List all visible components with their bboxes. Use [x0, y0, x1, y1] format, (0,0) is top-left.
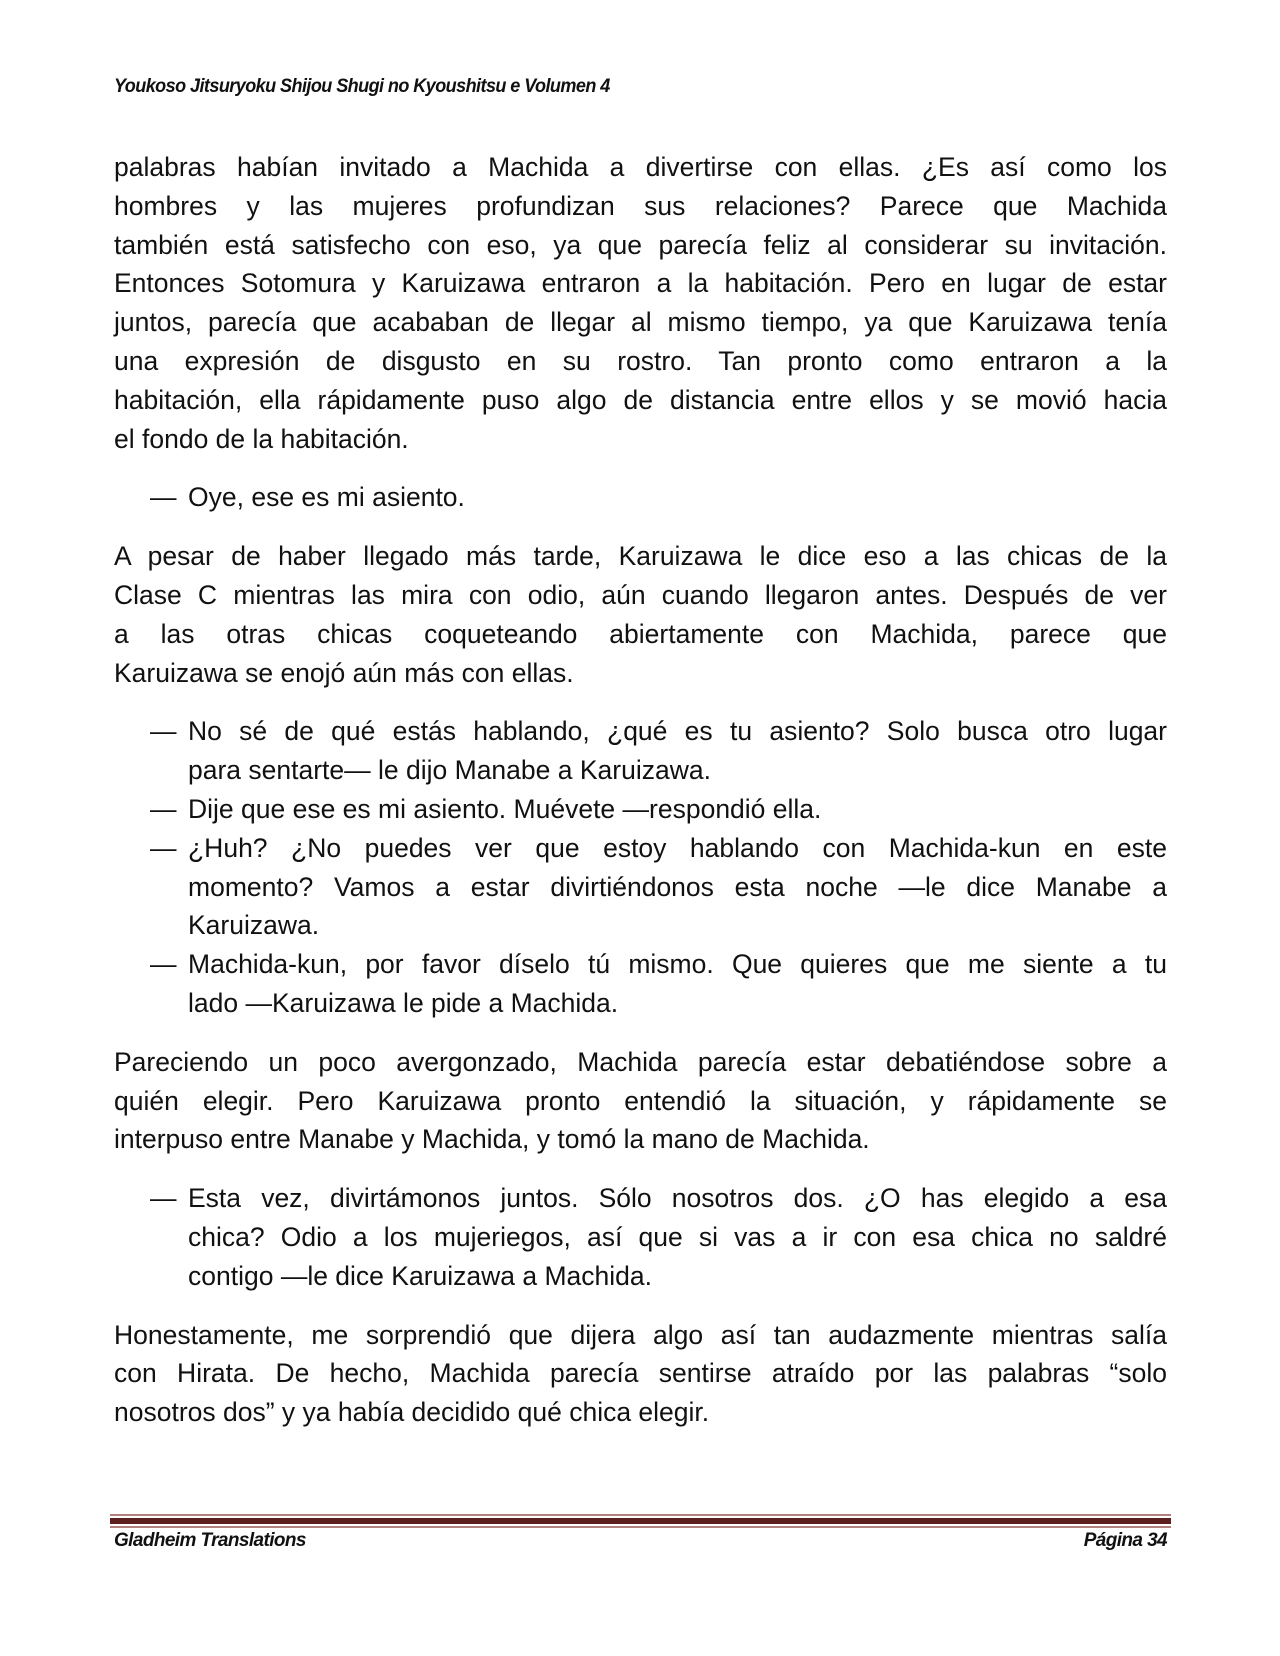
text-line: A pesar de haber llegado más tarde, Karuizawa le dice eso a las chicas de la: [114, 541, 1167, 572]
dialogue-dash: —: [150, 793, 177, 824]
paragraph: [114, 537, 1167, 692]
text-line: Karuizawa se enojó aún más con ellas.: [114, 657, 574, 688]
text-line: Karuizawa.: [188, 910, 320, 941]
text-line: Machida-kun, por favor díselo tú mismo. Que quieres que me siente a tu: [188, 949, 1167, 980]
dialogue-line: [114, 712, 1167, 790]
text-line: Entonces Sotomura y Karuizawa entraron a la habitación. Pero en lugar de estar: [114, 268, 1167, 299]
text-line: Honestamente, me sorprendió que dijera algo así tan audazmente mientras salía: [114, 1319, 1167, 1350]
paragraph: [114, 148, 1167, 458]
text-line: a las otras chicas coqueteando abiertamente con Machida, parece que: [114, 618, 1167, 649]
text-line: momento? Vamos a estar divirtiéndonos esta noche —le dice Manabe a: [188, 871, 1167, 902]
text-line: contigo —le dice Karuizawa a Machida.: [188, 1260, 652, 1291]
footer-publisher: Gladheim Translations: [114, 1530, 306, 1551]
dialogue-dash: —: [150, 949, 177, 980]
text-line: habitación, ella rápidamente puso algo de distancia entre ellos y se movió hacia: [114, 384, 1167, 415]
text-line: quién elegir. Pero Karuizawa pronto entendió la situación, y rápidamente se: [114, 1085, 1167, 1116]
dialogue-line: [114, 1179, 1167, 1295]
text-line: No sé de qué estás hablando, ¿qué es tu asiento? Solo busca otro lugar: [188, 716, 1167, 747]
text-line: hombres y las mujeres profundizan sus relaciones? Parece que Machida: [114, 190, 1167, 221]
paragraph: [114, 1316, 1167, 1432]
text-line: Esta vez, divirtámonos juntos. Sólo nosotros dos. ¿O has elegido a esa: [188, 1183, 1167, 1214]
dialogue-dash: —: [150, 716, 177, 747]
text-line: ¿Huh? ¿No puedes ver que estoy hablando con Machida-kun en este: [188, 832, 1167, 863]
dialogue-line: [114, 945, 1167, 1023]
text-line: con Hirata. De hecho, Machida parecía sentirse atraído por las palabras “solo: [114, 1358, 1167, 1389]
running-header: Youkoso Jitsuryoku Shijou Shugi no Kyoushitsu e Volumen 4: [114, 76, 610, 97]
text-line: interpuso entre Manabe y Machida, y tomó la mano de Machida.: [114, 1124, 870, 1155]
text-line: el fondo de la habitación.: [114, 423, 409, 454]
text-line: palabras habían invitado a Machida a divertirse con ellas. ¿Es así como los: [114, 152, 1167, 182]
text-line: para sentarte— le dijo Manabe a Karuizawa.: [188, 755, 711, 786]
dialogue-line: [114, 829, 1167, 945]
text-line: Pareciendo un poco avergonzado, Machida parecía estar debatiéndose sobre a: [114, 1046, 1167, 1077]
text-line: una expresión de disgusto en su rostro. Tan pronto como entraron a la: [114, 345, 1167, 376]
footer-page-number: Página 34: [1083, 1530, 1167, 1551]
text-line: Clase C mientras las mira con odio, aún cuando llegaron antes. Después de ver: [114, 579, 1167, 610]
dialogue-dash: —: [150, 1183, 177, 1214]
text-line: Dije que ese es mi asiento. Muévete —respondió ella.: [188, 793, 822, 824]
paragraph: [114, 1043, 1167, 1159]
dialogue-line: [114, 478, 1167, 517]
text-line: Oye, ese es mi asiento.: [188, 482, 465, 513]
text-line: lado —Karuizawa le pide a Machida.: [188, 987, 619, 1018]
text-line: chica? Odio a los mujeriegos, así que si vas a ir con esa chica no saldré: [188, 1221, 1167, 1252]
footer-rule: [110, 1514, 1171, 1528]
dialogue-dash: —: [150, 482, 177, 513]
text-line: juntos, parecía que acababan de llegar al mismo tiempo, ya que Karuizawa tenía: [114, 307, 1167, 338]
text-line: también está satisfecho con eso, ya que parecía feliz al considerar su invitación.: [114, 229, 1167, 260]
text-line: nosotros dos” y ya había decidido qué chica elegir.: [114, 1397, 710, 1428]
dialogue-line: [114, 790, 1167, 829]
page-body: [114, 148, 1167, 1452]
dialogue-dash: —: [150, 832, 177, 863]
